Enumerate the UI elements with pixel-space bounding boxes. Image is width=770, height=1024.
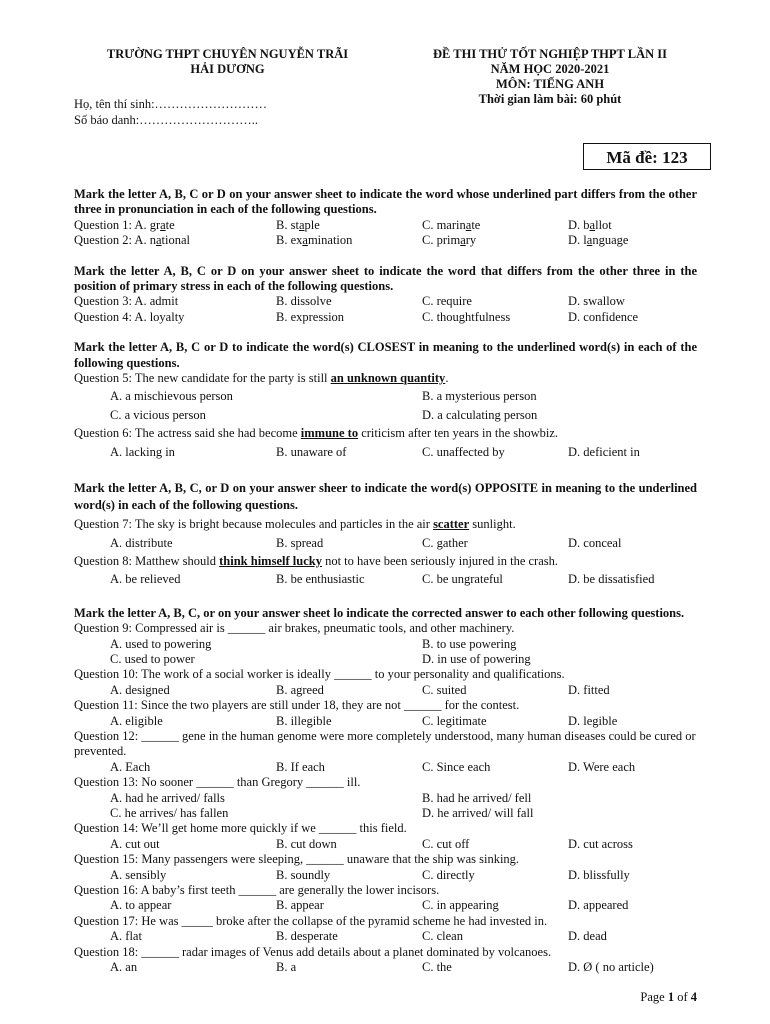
q12-option-b: B. If each (276, 759, 325, 774)
question-12-stem: Question 12: ______ gene in the human genome were more completely understood, many human diseases could be cured or prevented. (74, 728, 696, 759)
q16-option-d: D. appeared (568, 898, 629, 913)
question-8-options (74, 572, 697, 587)
q4-option-c: C. thoughtfulness (422, 309, 511, 324)
exam-code-box: Mã đề: 123 (583, 143, 711, 170)
question-1 (74, 218, 697, 233)
question-15-options (74, 868, 697, 883)
page-number: Page 1 of 4 (640, 990, 697, 1004)
question-3 (74, 294, 697, 309)
question-11-options (74, 714, 697, 729)
q13-option-b: B. had he arrived/ fell (422, 790, 532, 805)
q4-option-b: B. expression (276, 309, 345, 324)
question-16-stem: Question 16: A baby’s first teeth ______ are generally the lower incisors. (74, 883, 440, 898)
q1-option-b: B. staple (276, 217, 320, 232)
q5-option-c: C. a vicious person (110, 407, 206, 422)
q18-option-a: A. an (110, 960, 138, 975)
question-10-options (74, 683, 697, 698)
question-11-stem: Question 11: Since the two players are still under 18, they are not ______ for the contest. (74, 698, 520, 713)
question-15-stem: Question 15: Many passengers were sleeping, ______ unaware that the ship was sinking. (74, 852, 520, 867)
q16-option-b: B. appear (276, 898, 324, 913)
section-instruction-opposite: Mark the letter A, B, C, or D on your answer sheer to indicate the word(s) OPPOSITE in meaning to the underlined word(s) in each of the following questions. (74, 481, 697, 513)
q17-option-d: D. dead (568, 929, 607, 944)
q7-option-b: B. spread (276, 535, 324, 550)
question-8-stem: Question 8: Matthew should think himself lucky not to have been seriously injured in the crash. (74, 553, 559, 568)
question-6-stem: Question 6: The actress said she had become immune to criticism after ten years in the showbiz. (74, 426, 559, 441)
question-6-options (74, 445, 697, 460)
q10-option-c: C. suited (422, 682, 467, 697)
q16-option-c: C. in appearing (422, 898, 499, 913)
q8-option-a: A. be relieved (110, 572, 181, 587)
q5-option-b: B. a mysterious person (422, 389, 537, 404)
q14-option-d: D. cut across (568, 836, 633, 851)
question-13-options-row1 (74, 791, 697, 806)
question-13-stem: Question 13: No sooner ______ than Gregory ______ ill. (74, 775, 361, 790)
question-7-options (74, 536, 697, 551)
exam-title: ĐỀ THI THỬ TỐT NGHIỆP THPT LẦN II (433, 47, 667, 61)
q17-option-a: A. flat (110, 929, 142, 944)
section-instruction-pronunciation: Mark the letter A, B, C or D on your answer sheet to indicate the word whose underlined part differs from the other three in pronunciation in each of the following questions. (74, 187, 697, 217)
q15-option-b: B. soundly (276, 867, 331, 882)
section-instruction-completion: Mark the letter A, B, C, or on your answer sheet lo indicate the corrected answer to each other following questions. (74, 605, 685, 620)
q13-option-a: A. had he arrived/ falls (110, 790, 225, 805)
q15-option-c: C. directly (422, 867, 475, 882)
q10-option-a: A. designed (110, 682, 170, 697)
q16-option-a: A. to appear (110, 898, 172, 913)
candidate-id-line: Số báo danh:……………………….. (74, 112, 259, 127)
question-5-stem: Question 5: The new candidate for the party is still an unknown quantity. (74, 371, 449, 386)
section-instruction-closest: Mark the letter A, B, C or D to indicate the word(s) CLOSEST in meaning to the underlined word(s) in each of the following questions. (74, 340, 697, 370)
section-instruction-stress: Mark the letter A, B, C or D on your answer sheet to indicate the word that differs from the other three in the position of primary stress in each of the following questions. (74, 263, 697, 294)
q3-option-c: C. require (422, 294, 472, 309)
q17-option-c: C. clean (422, 929, 463, 944)
question-18-options (74, 960, 697, 975)
school-year: NĂM HỌC 2020-2021 (490, 62, 610, 76)
q4-option-d: D. confidence (568, 309, 639, 324)
q3-option-a: Question 3: A. admit (74, 294, 179, 309)
exam-header (400, 47, 700, 107)
question-10-stem: Question 10: The work of a social worker is ideally ______ to your personality and qualifications. (74, 667, 565, 682)
school-name: TRƯỜNG THPT CHUYÊN NGUYỄN TRÃI (106, 47, 349, 61)
question-18-stem: Question 18: ______ radar images of Venus add details about a planet dominated by volcanoes. (74, 944, 552, 959)
exam-content (74, 187, 697, 975)
candidate-name-line: Họ, tên thí sinh:……………………… (74, 97, 268, 111)
q3-option-d: D. swallow (568, 294, 625, 309)
q3-option-b: B. dissolve (276, 294, 332, 309)
q1-option-c: C. marinate (422, 217, 481, 232)
duration: Thời gian làm bài: 60 phút (478, 92, 622, 106)
q11-option-d: D. legible (568, 713, 618, 728)
q10-option-d: D. fitted (568, 682, 610, 697)
question-5-options-row1 (74, 389, 697, 404)
q7-option-d: D. conceal (568, 535, 622, 550)
q8-option-c: C. be ungrateful (422, 572, 503, 587)
question-13-options-row2 (74, 806, 697, 821)
q14-option-b: B. cut down (276, 836, 337, 851)
question-9-options-row1 (74, 637, 697, 652)
q14-option-a: A. cut out (110, 836, 160, 851)
q18-option-d: D. Ø ( no article) (568, 960, 654, 975)
question-7-stem: Question 7: The sky is bright because molecules and particles in the air scatter sunlight. (74, 517, 516, 532)
question-2 (74, 233, 697, 248)
question-14-options (74, 837, 697, 852)
q9-option-d: D. in use of powering (422, 651, 531, 666)
question-9-stem: Question 9: Compressed air is ______ air brakes, pneumatic tools, and other machinery. (74, 621, 515, 636)
question-12-options (74, 760, 697, 775)
q15-option-a: A. sensibly (110, 867, 167, 882)
question-17-options (74, 929, 697, 944)
q7-option-c: C. gather (422, 535, 468, 550)
q13-option-c: C. he arrives/ has fallen (110, 806, 229, 820)
q2-option-c: C. primary (422, 233, 477, 248)
q4-option-a: Question 4: A. loyalty (74, 309, 185, 324)
school-location: HẢI DƯƠNG (190, 62, 265, 76)
q17-option-b: B. desperate (276, 929, 338, 944)
q8-option-b: B. be enthusiastic (276, 572, 365, 587)
q2-option-a: Question 2: A. national (74, 233, 190, 248)
question-9-options-row2 (74, 652, 697, 667)
q12-option-a: A. Each (110, 759, 151, 774)
q8-option-d: D. be dissatisfied (568, 572, 655, 587)
q12-option-c: C. Since each (422, 759, 491, 774)
q12-option-d: D. Were each (568, 759, 636, 774)
question-4 (74, 310, 697, 325)
candidate-info (74, 97, 267, 128)
q5-option-a: A. a mischievous person (110, 389, 233, 404)
q11-option-c: C. legitimate (422, 713, 487, 728)
q6-option-b: B. unaware of (276, 444, 347, 459)
q6-option-c: C. unaffected by (422, 444, 505, 459)
q6-option-d: D. deficient in (568, 444, 640, 459)
question-14-stem: Question 14: We’ll get home more quickly if we ______ this field. (74, 821, 407, 836)
q15-option-d: D. blissfully (568, 867, 630, 882)
q13-option-d: D. he arrived/ will fall (422, 806, 534, 820)
question-5-options-row2 (74, 408, 697, 423)
q1-option-d: D. ballot (568, 217, 612, 232)
question-16-options (74, 898, 697, 913)
q7-option-a: A. distribute (110, 535, 173, 550)
q2-option-b: B. examination (276, 233, 353, 248)
school-header (60, 47, 395, 77)
subject: MÔN: TIẾNG ANH (495, 77, 605, 91)
q10-option-b: B. agreed (276, 682, 324, 697)
q1-option-a: Question 1: A. grate (74, 217, 175, 232)
q9-option-b: B. to use powering (422, 636, 517, 651)
q9-option-a: A. used to powering (110, 636, 212, 651)
q11-option-b: B. illegible (276, 713, 332, 728)
q11-option-a: A. eligible (110, 713, 163, 728)
q2-option-d: D. language (568, 233, 629, 248)
q9-option-c: C. used to power (110, 651, 195, 666)
q18-option-b: B. a (276, 960, 297, 975)
q5-option-d: D. a calculating person (422, 407, 538, 422)
q6-option-a: A. lacking in (110, 444, 175, 459)
q14-option-c: C. cut off (422, 836, 470, 851)
question-17-stem: Question 17: He was _____ broke after the collapse of the pyramid scheme he had invested in. (74, 913, 548, 928)
q18-option-c: C. the (422, 960, 452, 975)
